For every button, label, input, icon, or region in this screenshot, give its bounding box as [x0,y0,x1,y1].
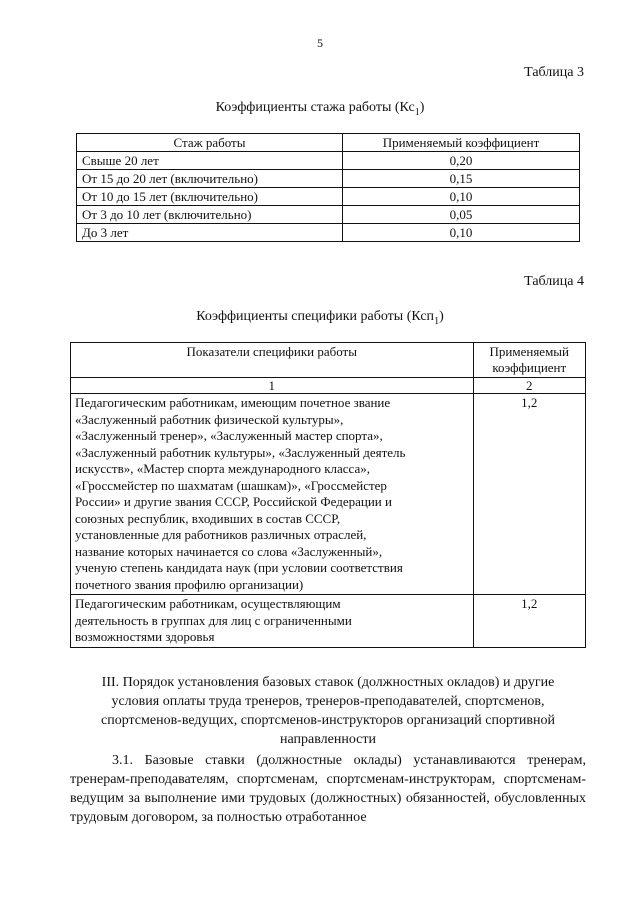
table-row [71,394,586,595]
table-cell: От 10 до 15 лет (включительно) [77,188,343,206]
body-paragraph: 3.1. Базовые ставки (должностные оклады) устанавливаются тренерам, тренерам-преподавателям, спортсменам, спортсменам-инструкторам, спортсменам-ведущим за выполнение ими трудовых (должностных) обязанностей, обусловленных трудовым договором, за полностью отработанное [70,753,586,825]
column-header: Стаж работы [77,134,343,152]
table-cell: От 3 до 10 лет (включительно) [77,206,343,224]
column-number: 1 [71,378,474,394]
table-header-row [77,134,580,152]
work-specifics-coefficient-table [70,342,586,648]
table-row [77,206,580,224]
table3-title: Коэффициенты стажа работы $(Кс_1)$ [215,100,425,118]
table-cell: 1,2 [473,394,585,595]
column-header: Применяемый коэффициент [343,134,580,152]
table-cell: 0,20 [343,152,580,170]
table-row [71,595,586,648]
column-header: Показатели специфики работы [71,343,474,378]
section-heading: III. Порядок установления базовых ставок (должностных окладов) и другие условия оплаты труда тренеров, тренеров-преподавателей, спортсменов, спортсменов-ведущих, спортсменов-инструкторов организаций спортивной направленности [100,675,556,747]
table-cell: До 3 лет [77,224,343,242]
column-number: 2 [473,378,585,394]
column-header: Применяемый коэффициент [473,343,585,378]
table4-title: Коэффициенты специфики работы (Ксп$_1$) [196,309,444,327]
table-cell: Свыше 20 лет [77,152,343,170]
table-cell: Педагогическим работникам, осуществляющим деятельность в группах для лиц с ограниченными возможностями здоровья [71,595,474,648]
table-cell: 0,10 [343,188,580,206]
table-cell: 0,05 [343,206,580,224]
column-number-row [71,378,586,394]
table4-label: Таблица 4 [524,274,584,289]
page-number: 5 [317,36,323,50]
table-cell: От 15 до 20 лет (включительно) [77,170,343,188]
table-header-row [71,343,586,378]
table-cell: 1,2 [473,595,585,648]
seniority-coefficient-table [76,133,580,242]
table-cell: Педагогическим работникам, имеющим почетное звание «Заслуженный работник физической культуры», «Заслуженный тренер», «Заслуженный мастер спорта», «Заслуженный работник культуры», «Заслуженный деятель искусств», «Мастер спорта международного класса», «Гроссмейстер по шахматам (шашкам)», «Гроссмейстер России» и другие звания СССР, Российской Федерации и союзных республик, входивших в состав СССР, установленные для работников различных отраслей, название которых начинается со слова «Заслуженный», ученую степень кандидата наук (при условии соответствия почетного звания профилю организации) [71,394,474,595]
table-row [77,188,580,206]
table-cell: 0,10 [343,224,580,242]
table-row [77,224,580,242]
table-row [77,152,580,170]
table-row [77,170,580,188]
table3-label: Таблица 3 [524,65,584,80]
table-cell: 0,15 [343,170,580,188]
